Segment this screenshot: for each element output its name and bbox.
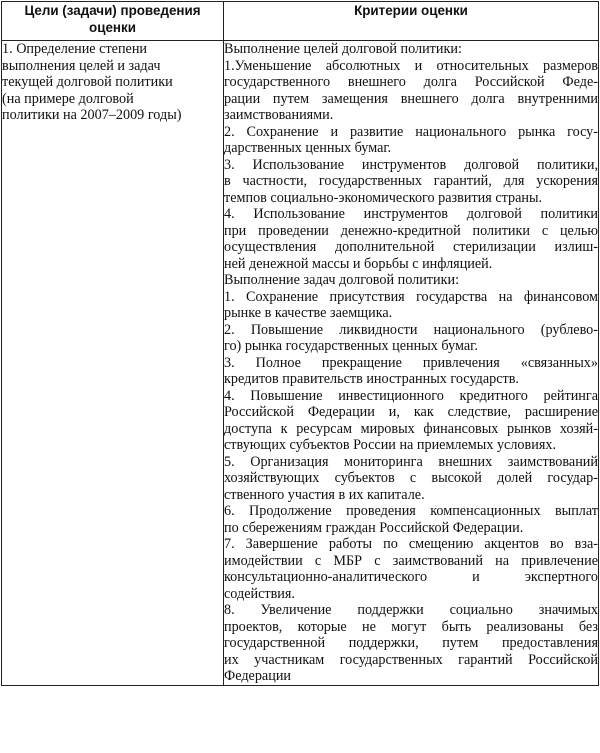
criteria-text-line: консультационно-аналитического и экспертного: [224, 569, 598, 585]
criteria-text-line: Выполнение задач долговой политики:: [224, 272, 460, 288]
criteria-text-line: рации путем замещения внешнего долга внутренними: [224, 90, 598, 107]
header-goals-line-1: Цели (задачи) проведения: [24, 3, 201, 18]
criteria-text-line: заимствованиями.: [224, 107, 334, 123]
criteria-text-line: темпов социально-экономического развития страны.: [224, 189, 543, 206]
criteria-text-line: 1. Сохранение присутствия государства на финансовом: [224, 288, 598, 305]
criteria-text-line: при проведении денежно-кредитной политики с целью: [224, 222, 598, 239]
criteria-text-line: по сбережениям граждан Российской Федерации.: [224, 519, 524, 536]
criteria-text-line: 4. Использование инструментов долговой политики: [224, 206, 598, 222]
criteria-text-line: 7. Завершение работы по смещению акцентов во вза-: [224, 536, 598, 552]
criteria-text-line: содействия.: [224, 585, 295, 602]
criteria-text-line: 5. Организация мониторинга внешних заимствований: [224, 453, 598, 470]
criteria-text-line: ней денежной массы и борьбы с инфляцией.: [224, 255, 493, 272]
criteria-text-line: 3. Полное прекращение привлечения «связанных»: [224, 354, 598, 371]
goal-cell: [2, 41, 224, 686]
criteria-text-line: государственного внешнего долга Российской Феде-: [224, 74, 598, 90]
criteria-text-line: ствующих субъектов России на приемлемых условиях.: [224, 437, 556, 453]
criteria-text-line: го) рынка государственных ценных бумаг.: [224, 338, 478, 354]
criteria-text-line: их участникам государственных гарантий Российской: [224, 651, 598, 668]
header-goals-line-2: оценки: [89, 20, 136, 35]
criteria-text-line: Федерации: [224, 668, 292, 684]
goal-text-line: выполнения целей и задач: [2, 57, 161, 74]
criteria-text-line: 3. Использование инструментов долговой политики,: [224, 156, 598, 173]
criteria-text-line: Выполнение целей долговой политики:: [224, 41, 462, 57]
criteria-table: [1, 1, 599, 686]
goal-text-line: (на примере долговой: [2, 90, 134, 107]
criteria-text-line: имодействии с МБР с заимствований на привлечение: [224, 552, 598, 569]
criteria-cell: [224, 41, 599, 686]
goal-text-line: 1. Определение степени: [2, 41, 148, 57]
header-goals: [2, 2, 224, 41]
criteria-text-line: ственного участия в их капитале.: [224, 486, 425, 503]
criteria-text-line: кредитов правительств иностранных государств.: [224, 371, 519, 387]
criteria-text-line: доступа к ресурсам мировых финансовых рынков хозяй-: [224, 420, 598, 437]
header-row: [2, 2, 599, 41]
criteria-text-line: 2. Повышение ликвидности национального (рублево-: [224, 321, 598, 338]
table-row: [2, 41, 599, 686]
criteria-text-line: дарственных ценных бумаг.: [224, 140, 392, 156]
criteria-text-line: 4. Повышение инвестиционного кредитного рейтинга: [224, 387, 598, 404]
header-criteria: Критерии оценки: [224, 2, 599, 41]
criteria-text-line: хозяйствующих субъектов с высокой долей государ-: [224, 470, 598, 486]
criteria-text-line: 8. Увеличение поддержки социально значимых: [224, 602, 598, 618]
goal-text-line: политики на 2007–2009 годы): [2, 107, 182, 123]
criteria-text-line: осуществления дополнительной стерилизации излиш-: [224, 239, 598, 255]
criteria-text-line: 6. Продолжение проведения компенсационных выплат: [224, 503, 598, 519]
criteria-text-line: государственной поддержки, путем предоставления: [224, 635, 598, 651]
criteria-text-line: проектов, которые не могут быть реализованы без: [224, 618, 598, 635]
criteria-text-line: 1.Уменьшение абсолютных и относительных размеров: [224, 57, 598, 74]
goal-text-line: текущей долговой политики: [2, 74, 173, 90]
criteria-text-line: в частности, государственных гарантий, для ускорения: [224, 173, 598, 189]
criteria-text-line: рынке в качестве заемщика.: [224, 305, 393, 321]
criteria-text-line: 2. Сохранение и развитие национального рынка госу-: [224, 123, 598, 140]
criteria-text-line: Российской Федерации и, как следствие, расширение: [224, 404, 598, 420]
